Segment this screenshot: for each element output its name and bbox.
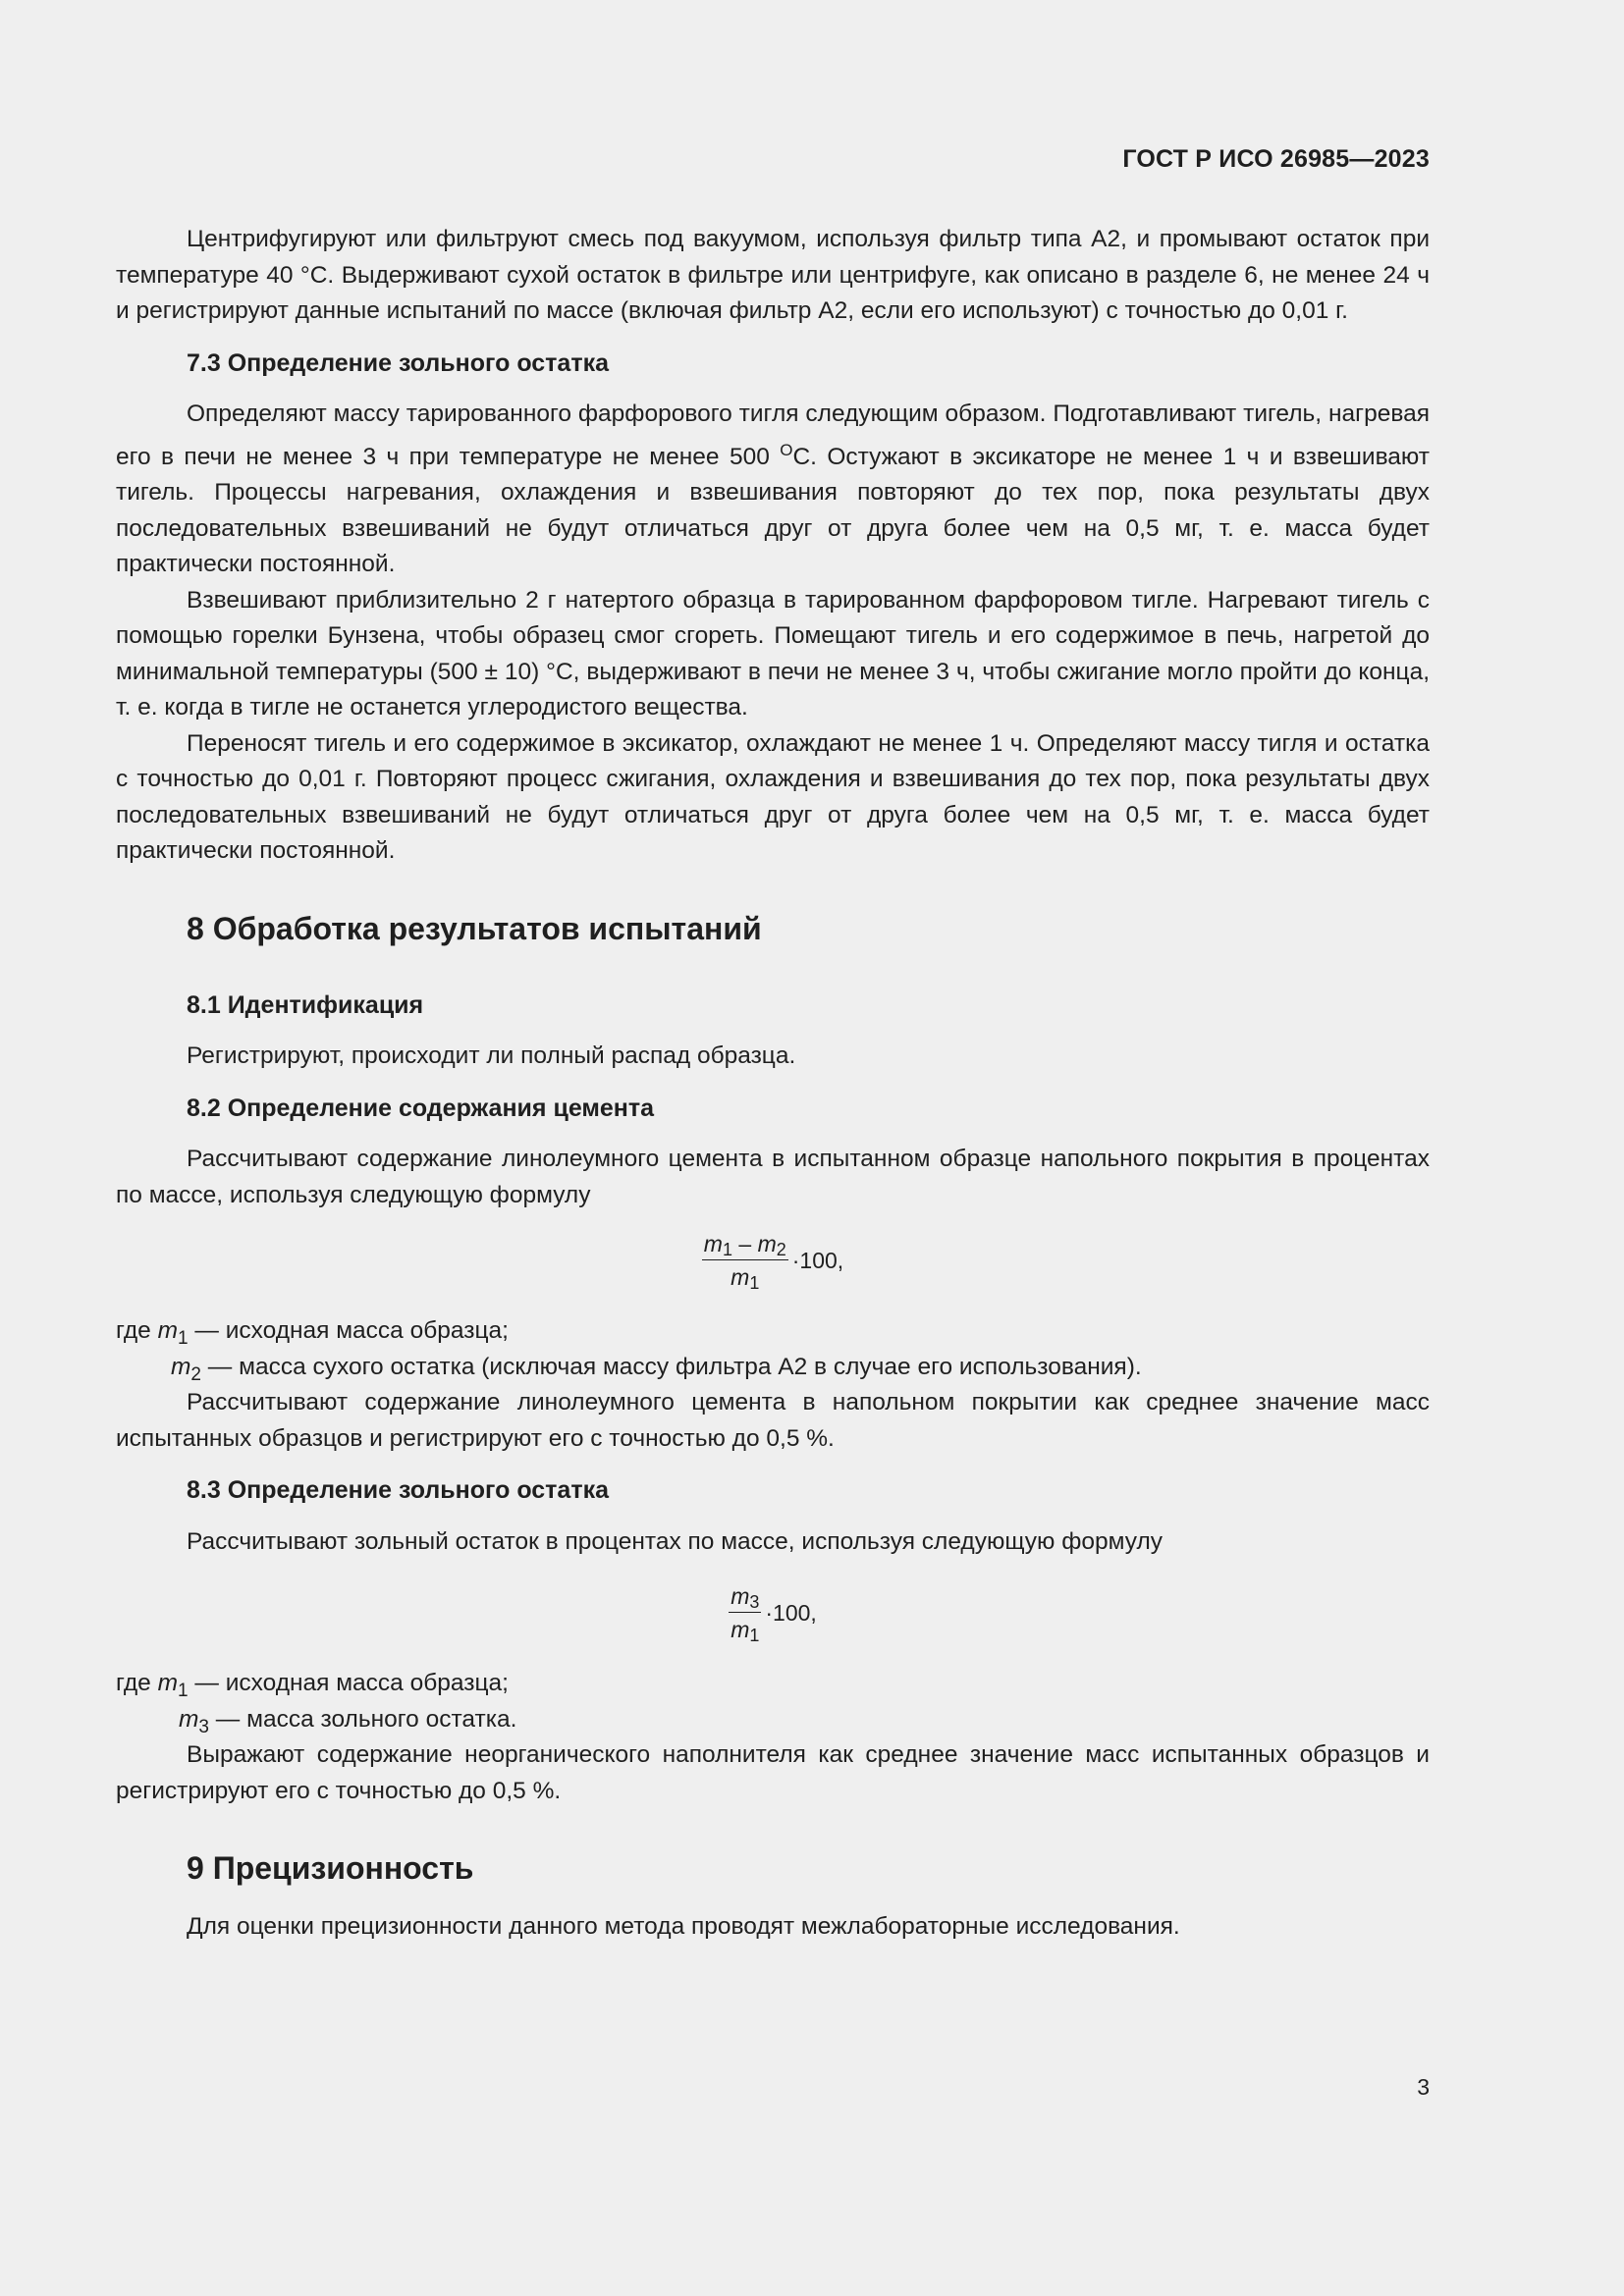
paragraph-9: Для оценки прецизионности данного метода проводят межлабораторные исследования. [187, 1913, 1180, 1941]
degree-superscript: О [780, 440, 793, 459]
paragraph-8-2-formula-intro: Рассчитывают содержание линолеумного цемента в испытанном образце напольного покрытия в процентах по массе, используя следующую формулу [116, 1146, 1430, 1208]
formula-cement-denominator: $m_1$ [731, 1264, 760, 1294]
formula-ash-residue [116, 1581, 1430, 1644]
paragraph-7-3-crucible-text-a: Определяют массу тарированного фарфорового тигля следующим образом. Подготавливают тигель, нагревая его в печи не менее 3 ч при температуре не менее 500 [116, 400, 1430, 470]
heading-7-3: 7.3 Определение зольного остатка [187, 348, 609, 377]
formula-ash-numerator: $m_3$ [731, 1583, 760, 1613]
paragraph-8-3-formula-intro: Рассчитывают зольный остаток в процентах по массе, используя следующую формулу [187, 1527, 1163, 1555]
paragraph-8-2-result: Рассчитывают содержание линолеумного цемента в напольном покрытии как среднее значение масс испытанных образцов и регистрируют его с точностью до 0,5 %. [116, 1389, 1430, 1452]
paragraph-7-3-crucible-text-b: С. Остужают в эксикаторе не менее 1 ч и взвешивают тигель. Процессы нагревания, охлаждения и взвешивания повторяют до тех пор, пока результаты двух последовательных взвешиваний не будут отличаться друг от друга более чем на 0,5 мг, т. е. масса будет практически постоянной. [116, 443, 1430, 578]
page-content [116, 222, 1430, 1946]
formula-ash-fraction [729, 1581, 761, 1644]
heading-9: 9 Прецизионность [187, 1850, 474, 1887]
formula-ash-denominator: $m_1$ [731, 1617, 760, 1646]
page-number: 3 [1417, 2074, 1430, 2100]
heading-8-1: 8.1 Идентификация [187, 990, 424, 1019]
paragraph-7-3-weigh: Взвешивают приблизительно 2 г натертого образца в тарированном фарфоровом тигле. Нагревают тигель с помощью горелки Бунзена, чтобы образец смог сгореть. Помещают тигель и его содержимое в печь, нагретой до минимальной температуры (500 ± 10) °С, выдерживают в печи не менее 3 ч, чтобы сжигание могло пройти до конца, т. е. когда в тигле не останется углеродистого вещества. [116, 586, 1430, 721]
where-m1-cement: где $m_1$ — исходная масса образца; [116, 1317, 509, 1350]
formula-cement-numerator: $m_1 - m_2$ [703, 1231, 786, 1260]
formula-ash-multiplier: ·100, [765, 1600, 817, 1627]
paragraph-7-3-transfer: Переносят тигель и его содержимое в эксикатор, охлаждают не менее 1 ч. Определяют массу тигля и остатка с точностью до 0,01 г. Повторяют процесс сжигания, охлаждения и взвешивания до тех пор, пока результаты двух последовательных взвешиваний не будут отличаться друг от друга более чем на 0,5 мг, т. е. масса будет практически постоянной. [116, 729, 1430, 865]
heading-8-3: 8.3 Определение зольного остатка [187, 1476, 609, 1505]
paragraph-centrifuge: Центрифугируют или фильтруют смесь под вакуумом, используя фильтр типа А2, и промывают остаток при температуре 40 °С. Выдерживают сухой остаток в фильтре или центрифуге, как описано в разделе 6, не менее 24 ч и регистрируют данные испытаний по массе (включая фильтр А2, если его используют) с точностью до 0,01 г. [116, 226, 1430, 324]
heading-8: 8 Обработка результатов испытаний [187, 910, 762, 946]
formula-cement-multiplier: ·100, [791, 1248, 844, 1274]
paragraph-8-1: Регистрируют, происходит ли полный распад образца. [187, 1042, 796, 1070]
paragraph-8-3-result: Выражают содержание неорганического наполнителя как среднее значение масс испытанных образцов и регистрируют его с точностью до 0,5 %. [116, 1741, 1430, 1804]
paragraph-7-3-crucible [116, 397, 1430, 583]
where-m3-ash: $m_3$ — масса зольного остатка. [179, 1705, 517, 1737]
document-code-header: ГОСТ Р ИСО 26985—2023 [1122, 145, 1430, 173]
heading-8-2: 8.2 Определение содержания цемента [187, 1094, 655, 1122]
where-m2-cement: $m_2$ — масса сухого остатка (исключая массу фильтра А2 в случае его использования). [171, 1353, 1142, 1385]
formula-cement-fraction [702, 1229, 788, 1292]
formula-cement-content [116, 1229, 1430, 1292]
where-m1-ash: где $m_1$ — исходная масса образца; [116, 1670, 509, 1702]
